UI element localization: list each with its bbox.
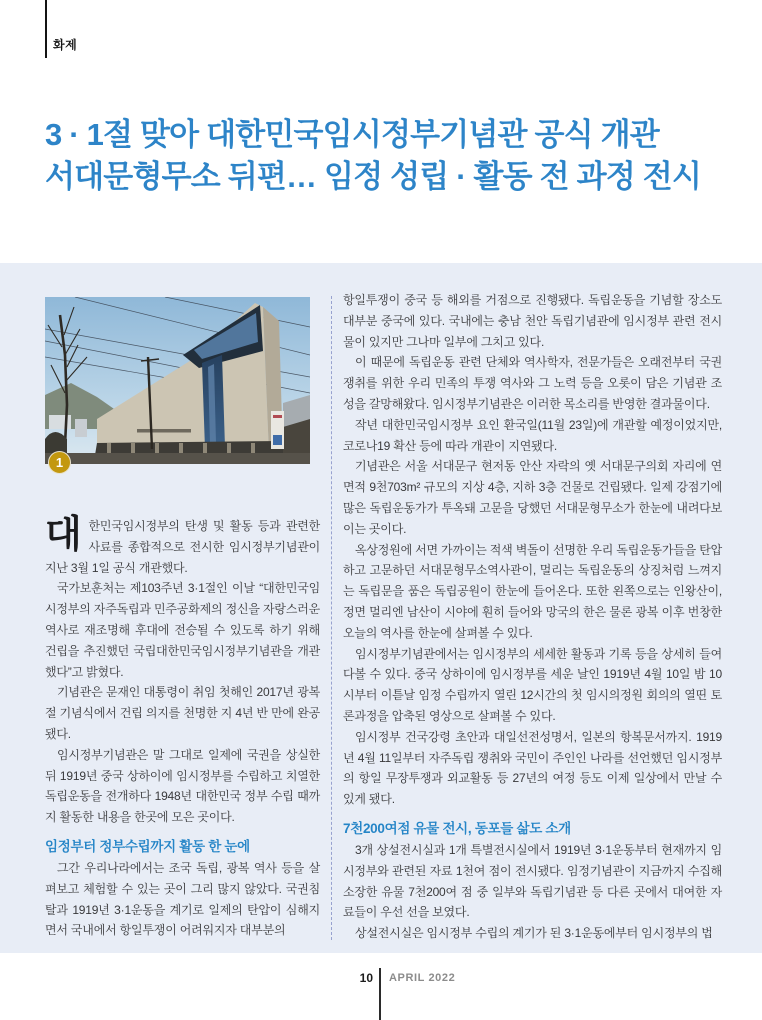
- building-photo: [45, 297, 310, 470]
- paragraph: [45, 516, 320, 578]
- paragraph: 기념관은 문재인 대통령이 취임 첫해인 2017년 광복절 기념식에서 건립 의지를 천명한 지 4년 반 만에 완공됐다.: [45, 685, 320, 741]
- footer-divider: [379, 968, 381, 1020]
- headline-line-1: 3 · 1절 맞아 대한민국임시정부기념관 공식 개관: [45, 117, 659, 152]
- section-heading: 7천200여점 유물 전시, 동포들 삶도 소개: [343, 820, 571, 836]
- drop-cap: 대: [45, 514, 82, 556]
- paragraph: 옥상정원에 서면 가까이는 적색 벽돌이 선명한 우리 독립운동가들을 탄압하고 고문하던 서대문형무소역사관이, 멀리는 독립운동의 상징처럼 느껴지는 독립문을 품은 독립공원이 한눈에 들어온다. 또한 왼쪽으로는 인왕산이, 정면 멀리엔 남산이 시야에 훤히 들어와 망국의 한은 물론 광복 이후 번창한 오늘의 역사를 한눈에 살펴볼 수 있다.: [343, 542, 722, 640]
- kicker-label: 화제: [53, 38, 78, 52]
- paragraph: 임시정부기념관에서는 임시정부의 세세한 활동과 기록 등을 상세히 들여다볼 수 있다. 중국 상하이에 임시정부를 세운 날인 1919년 4월 10일 밤 10시부터 이튿날 임정 수립까지 열린 12시간의 첫 임시의정원 회의의 열띤 토론과정을 압축된 영상으로 살펴볼 수 있다.: [343, 646, 722, 723]
- paragraph: 작년 대한민국임시정부 요인 환국일(11월 23일)에 개관할 예정이었지만, 코로나19 확산 등에 따라 개관이 지연됐다.: [343, 417, 722, 453]
- paragraph: 상설전시실은 임시정부 수립의 계기가 된 3·1운동에부터 임시정부의 법: [355, 926, 713, 941]
- right-column: [343, 290, 722, 944]
- column-divider: [331, 296, 332, 940]
- paragraph: 기념관은 서울 서대문구 현저동 안산 자락의 옛 서대문구의회 자리에 연면적 9천703m² 규모의 지상 4층, 지하 3층 건물로 건립됐다. 일제 강점기에 많은 독립운동가가 투옥돼 고문을 당했던 서대문형무소가 한눈에 내려다보이는 곳이다.: [343, 459, 722, 536]
- paragraph: 임시정부기념관은 말 그대로 일제에 국권을 상실한 뒤 1919년 중국 상하이에 임시정부를 수립하고 치열한 독립운동을 전개하다 1948년 대한민국 정부 수립 때까지 활동한 내용을 한곳에 모은 곳이다.: [45, 747, 320, 825]
- article-headline: [45, 114, 735, 198]
- page-footer: [0, 968, 762, 1020]
- paragraph: 이 때문에 독립운동 관련 단체와 역사학자, 전문가들은 오래전부터 국권쟁취를 위한 우리 민족의 투쟁 역사와 그 노력 등을 오롯이 담은 기념관 조성을 갈망해왔다. 임시정부기념관은 이러한 목소리를 반영한 결과물이다.: [343, 355, 722, 411]
- building-photo-illustration: [45, 297, 310, 464]
- section-heading: 임정부터 정부수립까지 활동 한 눈에: [45, 838, 250, 854]
- kicker-rule: [45, 0, 47, 58]
- issue-label: APRIL 2022: [389, 972, 456, 984]
- paragraph: 그간 우리나라에서는 조국 독립, 광복 역사 등을 살펴보고 체험할 수 있는 곳이 그리 많지 않았다. 국권침탈과 1919년 3·1운동을 계기로 일제의 탄압이 심해지면서 국내에서 항일투쟁이 어려워지자 대부분의: [45, 860, 320, 938]
- left-column: [45, 297, 320, 941]
- paragraph: 항일투쟁이 중국 등 해외를 거점으로 진행됐다. 독립운동을 기념할 장소도 대부분 중국에 있다. 국내에는 충남 천안 독립기념관에 임시정부 관련 전시물이 있지만 그나마 일부에 그치고 있다.: [343, 293, 722, 349]
- paragraph: 3개 상설전시실과 1개 특별전시실에서 1919년 3·1운동부터 현재까지 임시정부와 관련된 자료 1천여 점이 전시됐다. 임정기념관이 지금까지 수집해 소장한 유물 7천200여 점 중 일부와 독립기념관 등 다른 곳에서 대여한 자료들이 우선 선을 보였다.: [343, 842, 722, 920]
- paragraph-text: 한민국임시정부의 탄생 및 활동 등과 관련한 사료를 종합적으로 전시한 임시정부기념관이 지난 3월 1일 공식 개관했다.: [45, 519, 320, 575]
- paragraph: 국가보훈처는 제103주년 3·1절인 이날 “대한민국임시정부의 자주독립과 민주공화제의 정신을 자랑스러운 역사로 재조명해 후대에 전승될 수 있도록 하기 위해 건립을 추진했던 국립대한민국임시정부기념관을 개관했다”고 밝혔다.: [45, 581, 320, 679]
- photo-number-badge: 1: [48, 451, 71, 474]
- paragraph: 임시정부 건국강령 초안과 대일선전성명서, 일본의 항복문서까지. 1919년 4월 11일부터 자주독립 쟁취와 국민이 주인인 나라를 선언했던 임시정부의 항일 무장투쟁과 외교활동 등 27년의 여정 등도 이제 일상에서 만날 수 있게 됐다.: [343, 729, 722, 807]
- page-number: 10: [359, 971, 373, 985]
- headline-line-2: 서대문형무소 뒤편… 임정 성립 · 활동 전 과정 전시: [45, 159, 701, 194]
